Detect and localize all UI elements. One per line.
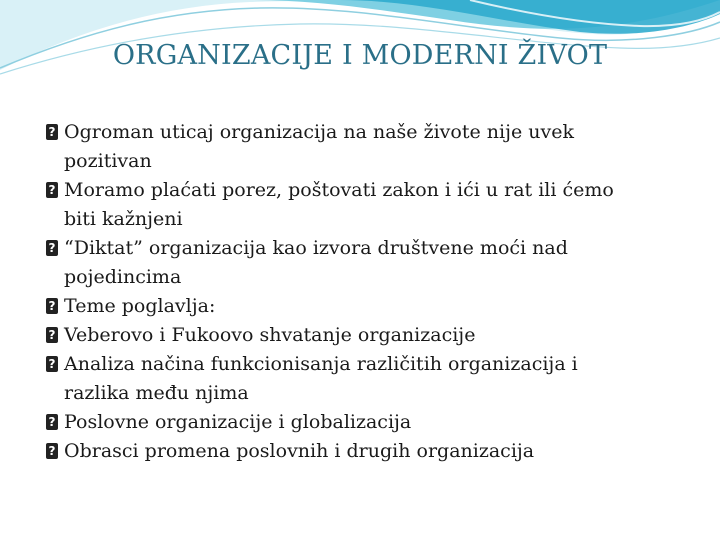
bullet-text-continued: pojedincima <box>64 266 182 288</box>
bullet-glyph-icon: ? <box>46 414 58 430</box>
bullet-item <box>46 118 686 176</box>
bullet-text: Teme poglavlja: <box>64 295 216 317</box>
bullet-glyph-icon: ? <box>46 240 58 256</box>
bullet-item <box>46 321 686 350</box>
slide-title: ORGANIZACIJE I MODERNI ŽIVOT <box>112 40 608 71</box>
bullet-text: Moramo plaćati porez, poštovati zakon i ići u rat ili ćemo <box>64 179 614 201</box>
bullet-text: Ogroman uticaj organizacija na naše živote nije uvek <box>64 121 574 143</box>
bullet-text: Poslovne organizacije i globalizacija <box>64 411 412 433</box>
bullet-item <box>46 437 686 466</box>
bullet-text: Veberovo i Fukoovo shvatanje organizacije <box>64 324 476 346</box>
bullet-text-continued: pozitivan <box>64 150 152 172</box>
bullet-item <box>46 234 686 292</box>
bullet-item <box>46 350 686 408</box>
bullet-item <box>46 292 686 321</box>
bullet-glyph-icon: ? <box>46 124 58 140</box>
bullet-text-continued: biti kažnjeni <box>64 208 183 230</box>
bullet-glyph-icon: ? <box>46 327 58 343</box>
bullet-text: Obrasci promena poslovnih i drugih organizacija <box>64 440 535 462</box>
bullet-glyph-icon: ? <box>46 443 58 459</box>
bullet-item <box>46 176 686 234</box>
bullet-glyph-icon: ? <box>46 182 58 198</box>
bullet-text: “Diktat” organizacija kao izvora društvene moći nad <box>64 237 568 259</box>
bullet-list <box>46 118 686 466</box>
bullet-item <box>46 408 686 437</box>
bullet-glyph-icon: ? <box>46 298 58 314</box>
bullet-text-continued: razlika među njima <box>64 382 249 404</box>
bullet-text: Analiza načina funkcionisanja različitih organizacija i <box>64 353 578 375</box>
bullet-glyph-icon: ? <box>46 356 58 372</box>
